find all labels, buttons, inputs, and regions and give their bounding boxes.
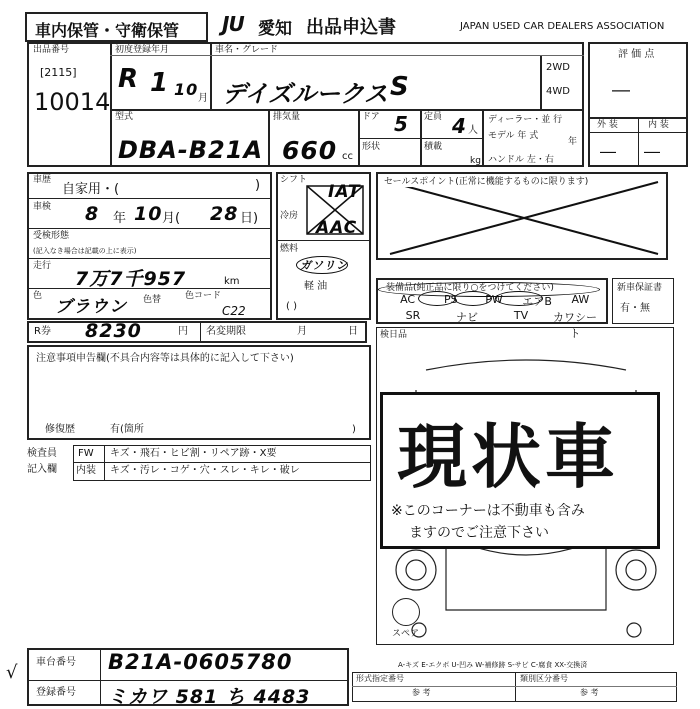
color-code-label: 色コード	[185, 291, 222, 301]
fuel-paren: ( )	[286, 301, 297, 312]
model-year-label: モデル 年 式	[488, 131, 539, 141]
as-is-stamp	[380, 392, 660, 549]
int-label: 内装	[76, 465, 96, 476]
equipment-item-top-4: AW	[571, 293, 590, 306]
sales-points-label: セールスポイント(正常に機能するものに限ります)	[384, 174, 588, 187]
int-items: キズ・汚レ・コゲ・穴・スレ・キレ・破レ	[110, 465, 300, 476]
equipment-label: 装備品(純正品に限り○をつけてください)	[386, 283, 554, 293]
score-label: 評 価 点	[618, 49, 655, 60]
fw-items: キズ・飛石・ヒビ割・リペア跡・X要	[110, 448, 277, 459]
capacity-unit: 人	[468, 125, 478, 136]
displacement-unit: cc	[342, 151, 353, 162]
inspection-month: 10	[134, 203, 163, 225]
lot-number: 10014	[34, 88, 111, 116]
displacement-label: 排気量	[273, 112, 301, 122]
load-label: 積載	[424, 142, 443, 152]
equipment-item-top-3: エアB	[522, 295, 552, 308]
remarks-label: 注意事項申告欄(不具合内容等は具体的に記入して下さい)	[36, 353, 294, 364]
tax-frame	[27, 321, 367, 343]
form-ref-label: 参 考	[412, 688, 431, 697]
category-ref-label: 参 考	[580, 688, 599, 697]
tax-label: R券	[34, 326, 51, 337]
first-reg-month: 10	[174, 80, 199, 99]
registration-value: ミカワ 581 ち 4483	[108, 686, 311, 708]
fuel-light: 軽 油	[304, 281, 328, 292]
warranty-label: 新車保証書	[617, 283, 663, 293]
spare-tire-icon	[392, 598, 420, 626]
repair-label: 修復歴	[45, 424, 75, 435]
name-change-day: 日	[348, 326, 358, 337]
first-reg-month-suffix: 月	[198, 93, 208, 104]
tax-unit: 円	[178, 326, 188, 337]
doors-value: 5	[394, 112, 409, 136]
lot-number-label: 出品番号	[33, 45, 70, 55]
category-number-label: 類別区分番号	[520, 674, 568, 683]
inspection-year-label: 年	[113, 211, 127, 226]
first-registration-label: 初度登録年月	[115, 45, 170, 55]
comments-label: 検日品	[380, 330, 408, 340]
mileage-value: 7万7千957	[75, 268, 187, 290]
chassis-value: B21A-0605780	[108, 650, 293, 674]
ac-label: 冷房	[280, 211, 299, 221]
name-change-label: 名変期限	[206, 326, 246, 337]
equip-label-circle	[378, 282, 600, 297]
equipment-item-bottom-0: SR	[405, 309, 421, 322]
capacity-label: 定員	[424, 112, 443, 122]
inspection-month-suffix: 月(	[162, 211, 181, 226]
usage-close: )	[255, 178, 261, 193]
mileage-label: 走行	[33, 261, 52, 271]
inspection-year: 8	[85, 203, 100, 225]
capacity-value: 4	[452, 114, 467, 138]
car-name-value: デイズルークス	[222, 80, 388, 108]
receipt-note: (記入なき場合は記載の上に表示)	[33, 247, 137, 255]
stamp-note-line1: ※このコーナーは不動車も含み	[391, 503, 585, 519]
lot-small: [2115]	[40, 66, 77, 79]
inspection-day: 28	[210, 203, 239, 225]
stamp-note-line2: ますのでご注意下さい	[409, 525, 549, 541]
storage-title-box	[25, 12, 208, 42]
shape-label: 形状	[362, 142, 381, 152]
spare-label: スペア	[392, 629, 420, 639]
mileage-unit: km	[224, 276, 240, 287]
damage-legend: A-キズ E-エクボ U-凹み W-補修跡 S-サビ C-腐食 XX-交換済	[398, 661, 588, 669]
dealer-label: ディーラー・並 行	[488, 115, 563, 125]
usage-value: 自家用・(	[62, 182, 120, 197]
receipt-label: 受検形態	[33, 231, 70, 241]
stamp-title: 現状車	[397, 416, 619, 498]
ju-logo: JU	[222, 12, 244, 36]
equipment-item-bottom-2: TV	[513, 309, 529, 322]
first-reg-year: 1	[150, 68, 170, 98]
equipment-item-top-0: AC	[400, 293, 416, 306]
interior-label: 内 装	[648, 120, 669, 130]
assoc-name: JAPAN USED CAR DEALERS ASSOCIATION	[460, 21, 665, 32]
repair-value: 有(箇所	[110, 424, 144, 435]
form-number-label: 形式指定番号	[356, 674, 404, 683]
model-label: 型式	[115, 112, 134, 122]
equipment-item-top-1: PS	[443, 293, 458, 306]
drive-4wd: 4WD	[546, 86, 570, 97]
org-name: 愛知	[258, 19, 292, 39]
shift-label: シフト	[280, 175, 308, 185]
equipment-item-top-2: PW	[485, 293, 503, 306]
equipment-item-bottom-3: カワシート	[553, 311, 597, 340]
exterior-value: ―	[600, 142, 616, 161]
handle-label: ハンドル 左・右	[488, 155, 554, 165]
fuel-label: 燃料	[280, 244, 299, 254]
displacement-value: 660	[282, 136, 338, 165]
doors-label: ドア	[362, 112, 380, 122]
inspection-label: 車検	[33, 202, 52, 212]
grade-value: S	[390, 72, 410, 102]
model-year-unit: 年	[568, 137, 578, 147]
color-change-label: 色替	[143, 295, 162, 305]
first-reg-era: R	[118, 64, 140, 94]
inspection-day-label: 日)	[240, 211, 259, 226]
usage-label: 車歴	[33, 175, 52, 185]
ac-value: AAC	[316, 218, 358, 238]
color-label: 色	[33, 291, 43, 301]
shift-value: IAT	[328, 182, 361, 202]
chassis-label: 車台番号	[36, 657, 76, 668]
inspector-label: 検査員	[27, 448, 57, 459]
color-value: ブラウン	[55, 297, 127, 317]
fw-label: FW	[78, 448, 94, 459]
equipment-item-bottom-1: ナビ	[456, 311, 478, 324]
score-value: ―	[612, 80, 630, 101]
load-unit: kg	[470, 156, 481, 166]
warranty-value: 有・無	[620, 303, 650, 314]
model-value: DBA-B21A	[118, 136, 264, 164]
drive-2wd: 2WD	[546, 62, 570, 73]
form-title: 出品申込書	[306, 17, 396, 38]
color-code-value: C22	[222, 304, 246, 318]
registration-label: 登録番号	[36, 687, 76, 698]
car-name-label: 車名・グレード	[215, 45, 279, 55]
entry-label: 記入欄	[27, 464, 57, 475]
interior-value: ―	[644, 142, 660, 161]
tax-value: 8230	[85, 320, 142, 342]
repair-close: )	[352, 424, 356, 435]
name-change-month: 月	[297, 326, 307, 337]
exterior-label: 外 装	[597, 120, 618, 130]
check-mark-icon: √	[6, 662, 18, 683]
fuel-value: ガソリン	[300, 259, 348, 272]
storage-title: 車内保管・守衛保管	[35, 21, 180, 40]
